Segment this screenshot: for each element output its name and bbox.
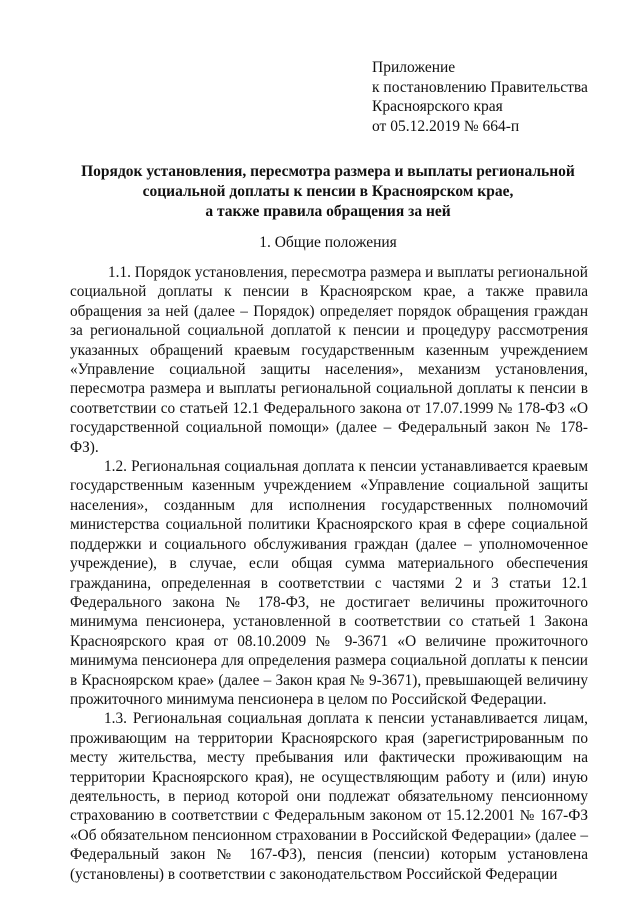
appendix-line: к постановлению Правительства [372,78,588,96]
paragraph-1-1: 1.1. Порядок установления, пересмотра размера и выплаты региональной социальной доплаты к пенсии в Красноярском крае, а также правила обращения за ней (далее – Порядок) определяет порядок обращения граждан за региональной социальной доплатой к пенсии и процедуру рассмотрения указанных обращений краевым государственным казенным учреждением «Управление социальной защиты населения», механизм установления, пересмотра размера и выплаты региональной социальной доплаты к пенсии в соответствии со статьей 12.1 Федерального закона от 17.07.1999 № 178-ФЗ «О государственной социальной помощи» (далее – Федеральный закон № 178-ФЗ). [70,264,588,456]
title-line: а также правила обращения за ней [205,203,451,220]
paragraph-1-2: 1.2. Региональная социальная доплата к пенсии устанавливается краевым государственным казенным учреждением «Управление социальной защиты населения», созданным для исполнения государственных полномочий министерства социальной политики Красноярского края в сфере социальной поддержки и социального обслуживания граждан (далее – уполномоченное учреждение), в случае, если общая сумма материального обеспечения гражданина, определенная в соответствии с частями 2 и 3 статьи 12.1 Федерального закона № 178-ФЗ, не достигает величины прожиточного минимума пенсионера, установленной в соответствии со статьей 1 Закона Красноярского края от 08.10.2009 № 9-3671 «О величине прожиточного минимума пенсионера для определения размера социальной доплаты к пенсии в Красноярском крае» (далее – Закон края № 9-3671), превышающей величину прожиточного минимума пенсионера в целом по Российской Федерации. [70,458,588,708]
paragraph-1-3: 1.3. Региональная социальная доплата к пенсии устанавливается лицам, проживающим на территории Красноярского края (зарегистрированным по месту жительства, месту пребывания или фактически проживающим на территории Красноярского края), не осуществляющим работу и (или) иную деятельность, в период которой они подлежат обязательному пенсионному страхованию в соответствии с Федеральным законом от 15.12.2001 № 167-ФЗ «Об обязательном пенсионном страховании в Российской Федерации» (далее – Федеральный закон № 167-ФЗ), пенсия (пенсии) которым установлена (установлены) в соответствии с законодательством Российской Федерации [70,710,588,883]
appendix-line: Приложение [372,59,456,76]
appendix-line: от 05.12.2019 № 664-п [372,117,520,135]
document-body [70,263,588,884]
appendix-header [372,58,622,136]
section-heading: 1. Общие положения [259,234,397,251]
title-line: социальной доплаты к пенсии в Красноярском крае, [142,183,514,200]
title-line: Порядок установления, пересмотра размера и выплаты региональной [81,163,575,180]
document-title [60,162,596,222]
appendix-line: Красноярского края [372,98,503,115]
